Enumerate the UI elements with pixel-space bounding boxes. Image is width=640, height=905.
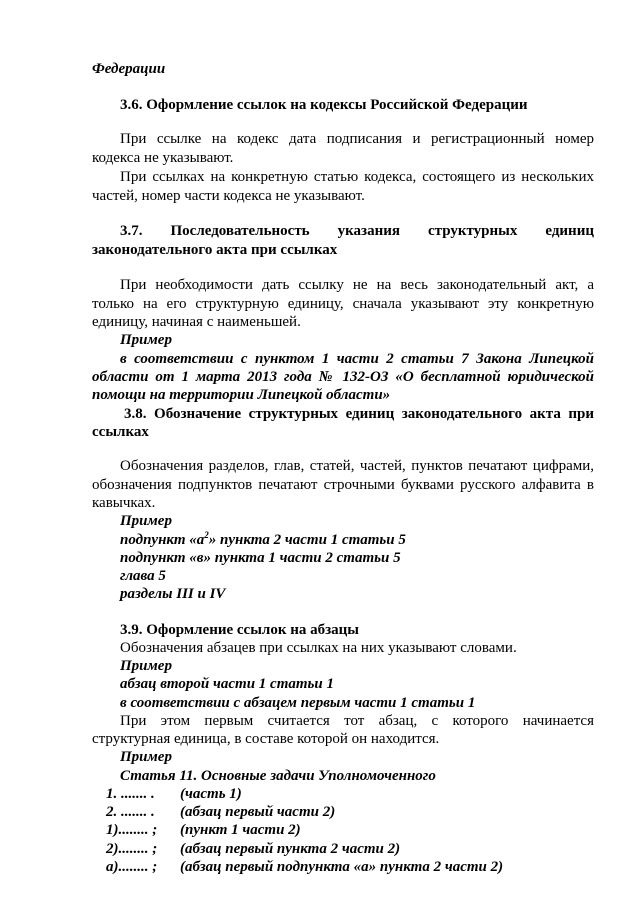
paragraph-line: При этом первым считается тот абзац, с которого начинается — [120, 713, 594, 729]
paragraph-line: обозначения подпунктов печатают строчными буквами русского алфавита в — [92, 477, 594, 493]
paragraph-line: кодекса не указывают. — [92, 150, 234, 166]
section-heading-3-9: 3.9. Оформление ссылок на абзацы — [120, 622, 360, 638]
example-line: абзац второй части 1 статьи 1 — [120, 676, 334, 692]
example-line: подпункт «$а^2$» пункта 2 части 1 статьи 5 — [120, 530, 406, 548]
example-label: Пример — [120, 749, 172, 765]
paragraph-line: Обозначения разделов, глав, статей, частей, пунктов печатают цифрами, — [120, 458, 594, 474]
structure-mark: 2)........ ; — [106, 841, 158, 857]
paragraph-line: Обозначения абзацев при ссылках на них указывают словами. — [120, 640, 517, 656]
structure-desc: (абзац первый пункта 2 части 2) — [180, 841, 401, 857]
example-line: в соответствии с абзацем первым части 1 статьи 1 — [120, 695, 476, 711]
structure-mark: 1. ....... . — [106, 786, 155, 802]
structure-desc: (пункт 1 части 2) — [180, 822, 301, 838]
example-line: области от 1 марта 2013 года № 132-ОЗ «О бесплатной юридической — [92, 369, 594, 385]
structure-desc: (абзац первый части 2) — [180, 804, 336, 820]
example-line: подпункт «в» пункта 1 части 2 статьи 5 — [120, 550, 401, 566]
paragraph-line: частей, номер части кодекса не указывают. — [92, 188, 365, 204]
paragraph-line: При ссылках на конкретную статью кодекса, состоящего из нескольких — [120, 169, 594, 185]
section-heading-3-7: 3.7. Последовательность указания структурных единиц — [120, 223, 594, 239]
structure-mark: 2. ....... . — [106, 804, 155, 820]
paragraph-line: При необходимости дать ссылку не на весь законодательный акт, а — [120, 277, 594, 293]
example-label: Пример — [120, 332, 172, 348]
example-label: Пример — [120, 513, 172, 529]
example-line: разделы III и IV — [120, 586, 226, 602]
structure-desc: (часть 1) — [180, 786, 242, 802]
paragraph-line: кавычках. — [92, 495, 156, 511]
paragraph-line: структурная единица, в составе которой он находится. — [92, 731, 440, 747]
section-heading-3-6: 3.6. Оформление ссылок на кодексы Российской Федерации — [120, 97, 528, 113]
example-line: в соответствии с пунктом 1 части 2 статьи 7 Закона Липецкой — [120, 351, 594, 367]
example-line: помощи на территории Липецкой области» — [92, 387, 391, 403]
paragraph-line: единицу, начиная с наименьшей. — [92, 314, 301, 330]
example-label: Пример — [120, 658, 172, 674]
example-title: Статья 11. Основные задачи Уполномоченного — [120, 768, 436, 784]
section-heading-3-8: 3.8. Обозначение структурных единиц законодательного акта при — [124, 406, 594, 422]
section-heading-3-8-cont: ссылках — [92, 424, 149, 440]
paragraph-line: только на его структурную единицу, сначала указывают эту конкретную — [92, 296, 594, 312]
structure-desc: (абзац первый подпункта «а» пункта 2 части 2) — [180, 859, 504, 875]
section-heading-3-7-cont: законодательного акта при ссылках — [92, 242, 338, 258]
section-fragment: Федерации — [92, 61, 166, 77]
example-line: глава 5 — [120, 568, 166, 584]
structure-mark: а)........ ; — [106, 859, 158, 875]
paragraph-line: При ссылке на кодекс дата подписания и регистрационный номер — [120, 131, 594, 147]
structure-mark: 1)........ ; — [106, 822, 158, 838]
